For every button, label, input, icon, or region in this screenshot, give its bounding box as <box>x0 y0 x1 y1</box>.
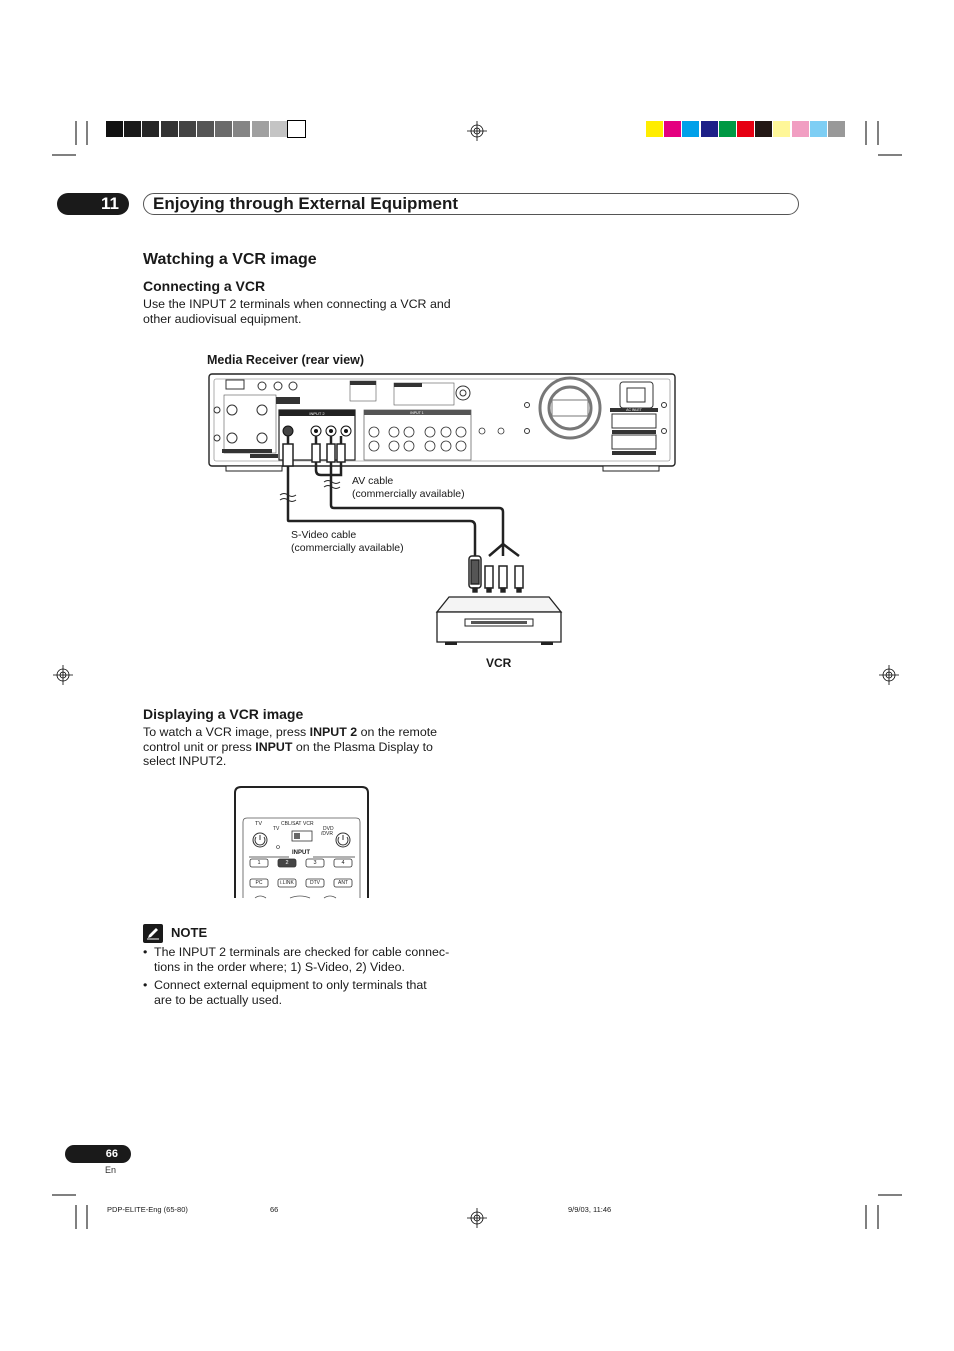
note-item <box>143 978 473 1007</box>
remote-label-dvr: /DVR <box>321 831 333 837</box>
vcr-label: VCR <box>486 656 512 670</box>
note-item-line: tions in the order where; 1) S-Video, 2) Video. <box>154 959 405 974</box>
svideo-cable-label-line: (commercially available) <box>291 542 404 554</box>
connecting-body-line: Use the INPUT 2 terminals when connecting a VCR and <box>143 297 451 311</box>
connecting-heading: Connecting a VCR <box>143 278 266 294</box>
ac-inlet-label: AC INLET <box>626 408 642 412</box>
input1-panel-label: INPUT 1 <box>410 411 424 415</box>
note-title: NOTE <box>171 925 208 940</box>
remote-switch-tv-label: TV <box>273 826 280 832</box>
remote-key-dtv[interactable]: DTV <box>310 880 320 886</box>
remote-key-1[interactable]: 1 <box>257 860 261 866</box>
displaying-text: on the remote <box>357 725 438 739</box>
note-item-line: • Connect external equipment to only terminals that <box>154 978 427 993</box>
remote-label-tv: TV <box>255 821 263 827</box>
remote-key-ant[interactable]: ANT <box>338 880 348 886</box>
chapter-title: Enjoying through External Equipment <box>153 194 459 213</box>
page-language: En <box>105 1165 117 1175</box>
footer-date: 9/9/03, 11:46 <box>568 1205 612 1214</box>
displaying-text: To watch a VCR image, press <box>143 725 310 739</box>
av-cable-label-line: AV cable <box>352 475 394 487</box>
remote-input-label: INPUT <box>292 850 310 856</box>
footer-page: 66 <box>270 1205 279 1214</box>
remote-label-vcr: VCR <box>303 821 314 827</box>
remote-key-2[interactable]: 2 <box>285 860 289 866</box>
input-key-name: INPUT <box>255 739 293 754</box>
input2-key-name: INPUT 2 <box>309 725 358 739</box>
chapter-number: 11 <box>57 193 129 215</box>
remote-key-3[interactable]: 3 <box>313 860 317 866</box>
remote-label-dvd: DVD <box>323 826 334 832</box>
svideo-cable-label-line: S-Video cable <box>291 529 357 541</box>
note-list <box>143 945 473 1011</box>
connecting-body-line: other audiovisual equipment. <box>143 311 302 326</box>
note-item-line: are to be actually used. <box>154 992 283 1007</box>
remote-key-ilink[interactable]: i.LINK <box>280 880 294 886</box>
section-title: Watching a VCR image <box>143 251 317 268</box>
note-item <box>143 945 473 974</box>
page-number: 66 <box>65 1145 131 1163</box>
displaying-text: select INPUT2. <box>143 754 227 769</box>
note-item-line: • The INPUT 2 terminals are checked for cable connec- <box>154 945 450 959</box>
displaying-text: control unit or press <box>143 739 256 754</box>
diagram-caption: Media Receiver (rear view) <box>207 353 365 367</box>
displaying-text: on the Plasma Display to <box>292 739 433 754</box>
note-pencil-icon <box>143 924 163 943</box>
remote-label-cbl-sat: CBL/SAT <box>281 821 302 827</box>
footer-file: PDP-ELITE-Eng (65-80) <box>107 1205 188 1214</box>
remote-key-4[interactable]: 4 <box>341 860 345 866</box>
input2-panel-label: INPUT 2 <box>309 411 325 416</box>
displaying-heading: Displaying a VCR image <box>143 706 304 722</box>
av-cable-label-line: (commercially available) <box>352 488 465 500</box>
remote-key-pc[interactable]: PC <box>255 880 263 886</box>
